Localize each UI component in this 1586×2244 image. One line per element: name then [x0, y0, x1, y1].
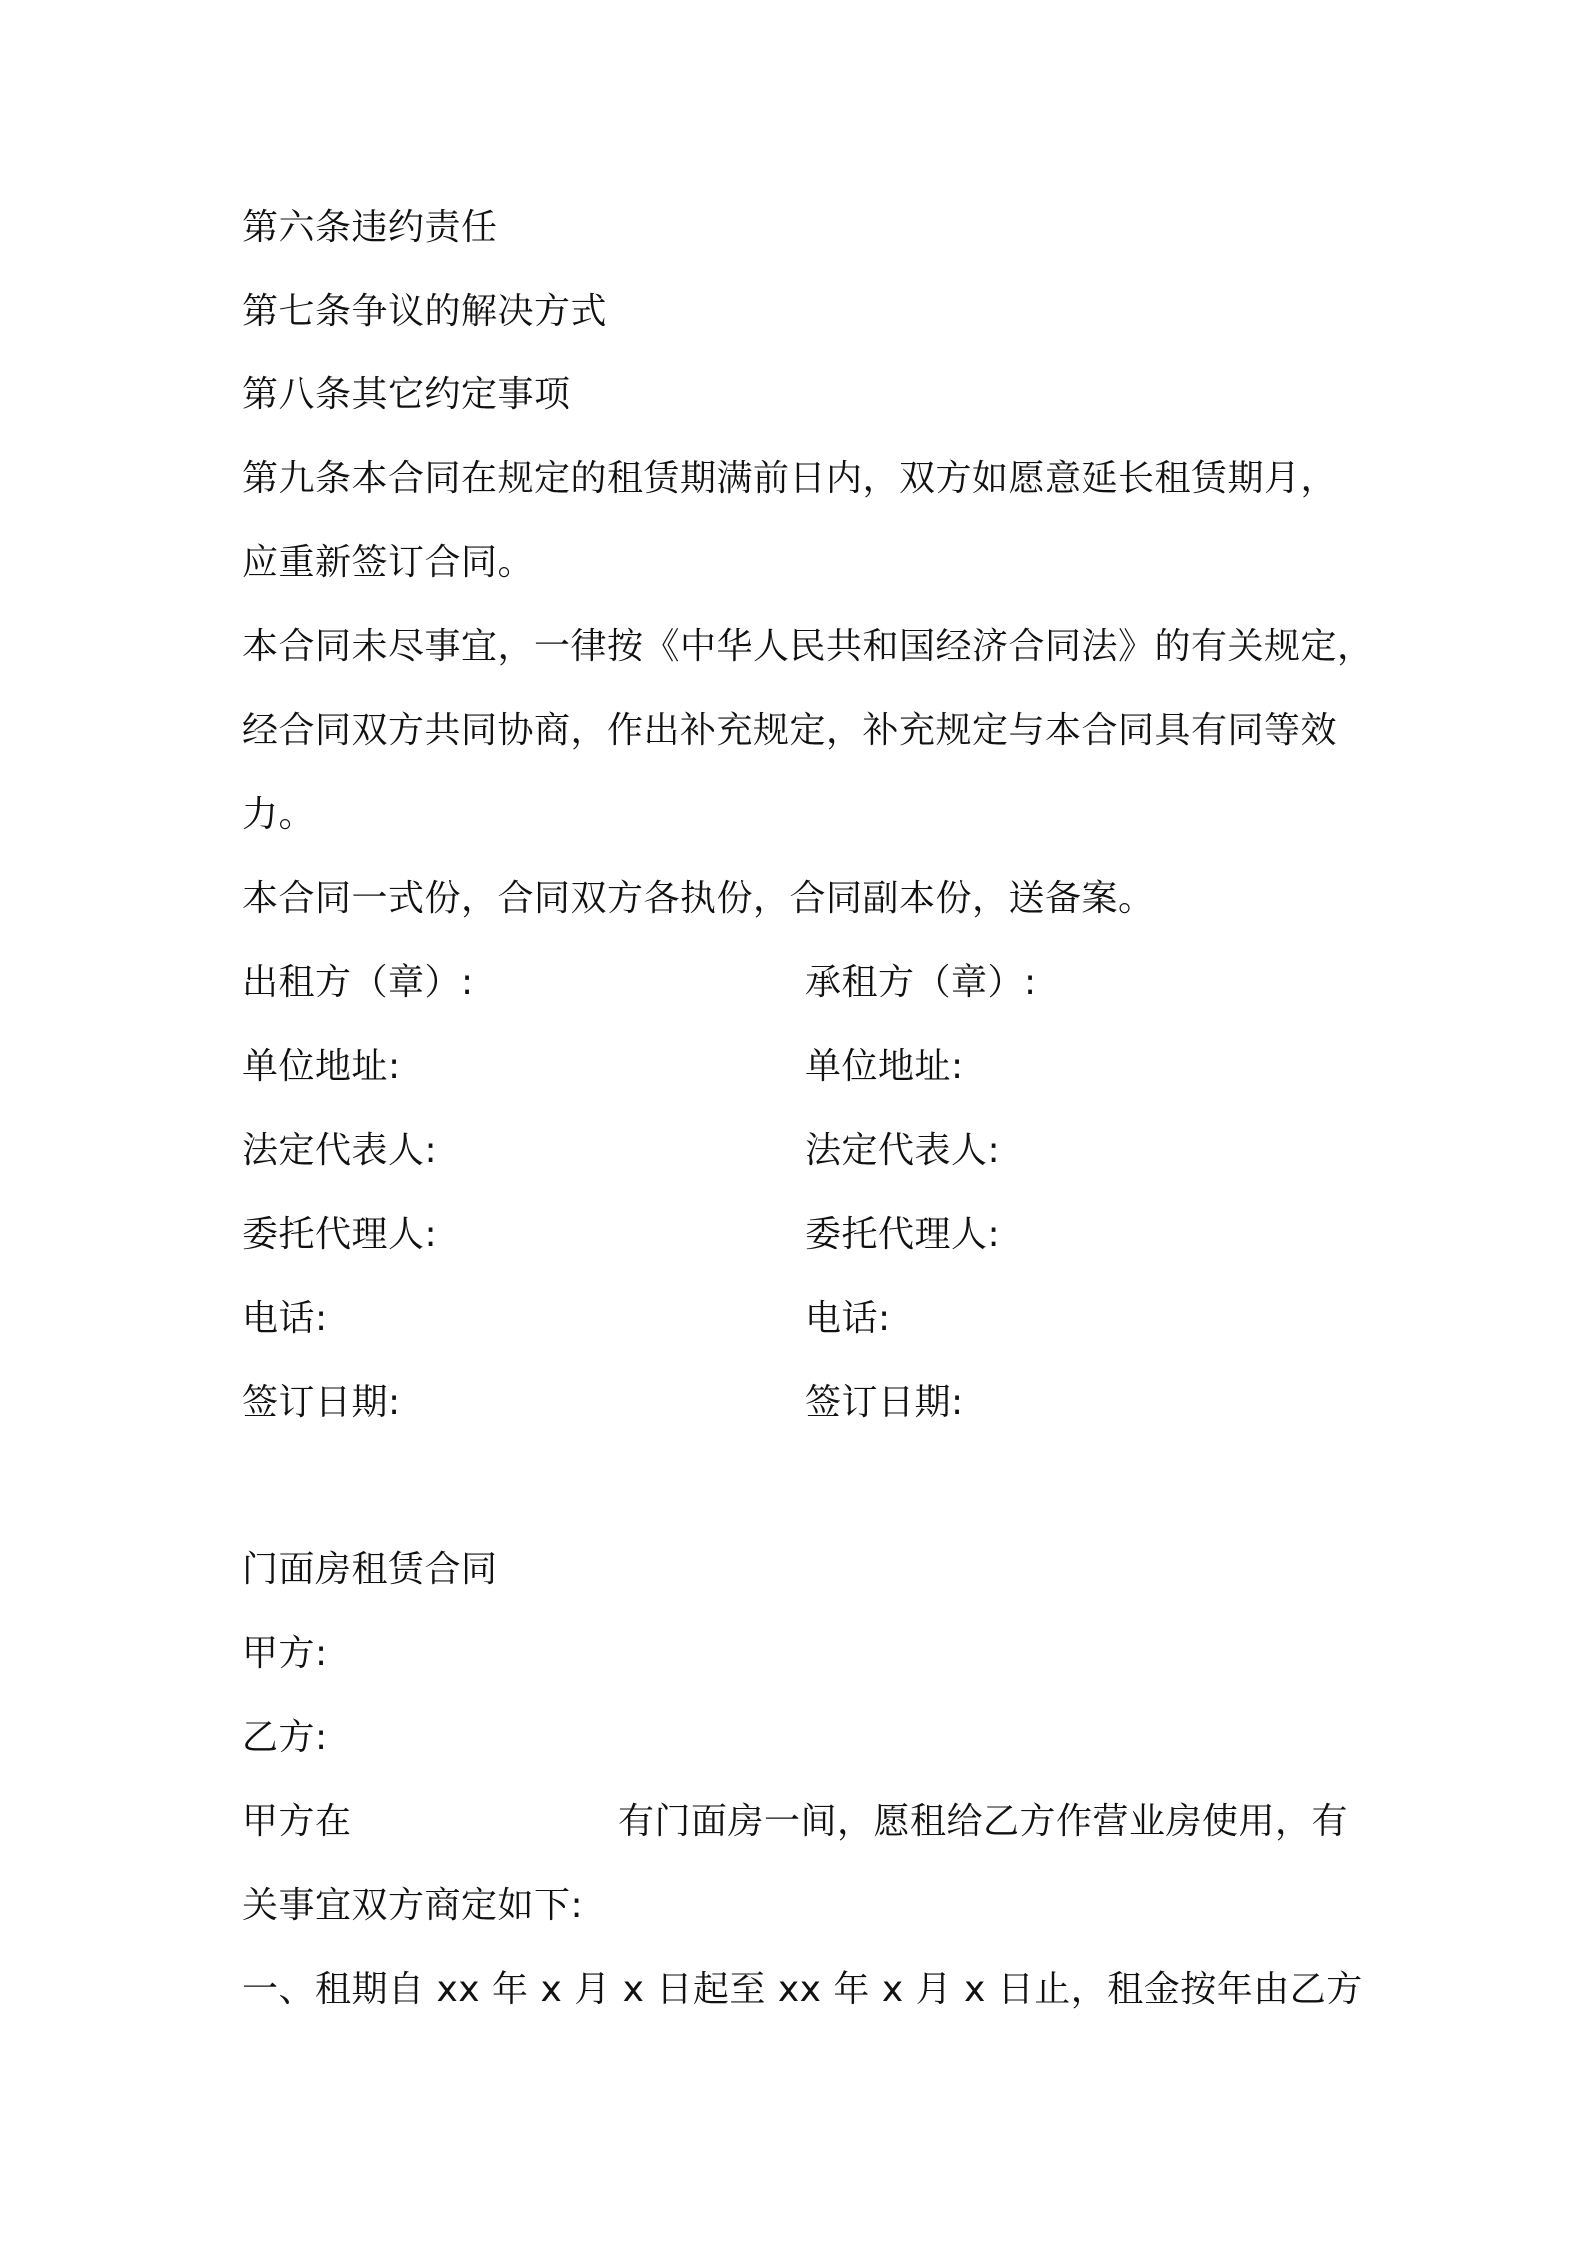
lessee-phone-label: 电话:: [805, 1298, 891, 1339]
lessor-date-label: 签订日期:: [242, 1382, 401, 1423]
lessee-agent-label: 委托代理人:: [805, 1214, 1001, 1255]
lessor-legal-rep-label: 法定代表人:: [242, 1130, 438, 1171]
article-9-line-1: 第九条本合同在规定的租赁期满前日内，双方如愿意延长租赁期月，: [242, 458, 1338, 499]
supplement-line-1: 本合同未尽事宜，一律按《中华人民共和国经济合同法》的有关规定，: [242, 626, 1374, 667]
supplement-line-3: 力。: [242, 794, 316, 835]
lessor-agent-label: 委托代理人:: [242, 1214, 438, 1255]
lessee-address-label: 单位地址:: [805, 1046, 964, 1087]
lessee-date-label: 签订日期:: [805, 1382, 964, 1423]
article-6-heading: 第六条违约责任: [242, 207, 498, 248]
intro-line-2: 关事宜双方商定如下:: [242, 1885, 584, 1926]
supplement-line-2: 经合同双方共同协商，作出补充规定，补充规定与本合同具有同等效: [242, 710, 1338, 751]
lessor-phone-label: 电话:: [242, 1298, 328, 1339]
lessor-party-label: 出租方（章）:: [242, 962, 474, 1003]
article-7-heading: 第七条争议的解决方式: [242, 291, 608, 332]
intro-part-1: 甲方在: [242, 1801, 352, 1842]
article-9-line-2: 应重新签订合同。: [242, 542, 535, 583]
lessor-address-label: 单位地址:: [242, 1046, 401, 1087]
party-b-label: 乙方:: [242, 1717, 328, 1758]
clause-1-line-1: 一、租期自 xx 年 x 月 x 日起至 xx 年 x 月 x 日止，租金按年由乙方: [242, 1969, 1363, 2010]
article-8-heading: 第八条其它约定事项: [242, 374, 571, 415]
party-a-label: 甲方:: [242, 1633, 328, 1674]
lessee-legal-rep-label: 法定代表人:: [805, 1130, 1001, 1171]
lessee-party-label: 承租方（章）:: [805, 962, 1037, 1003]
copies-clause: 本合同一式份，合同双方各执份，合同副本份，送备案。: [242, 878, 1155, 919]
intro-part-2: 有门面房一间，愿租给乙方作营业房使用，有: [618, 1801, 1349, 1842]
second-contract-title: 门面房租赁合同: [242, 1549, 498, 1590]
